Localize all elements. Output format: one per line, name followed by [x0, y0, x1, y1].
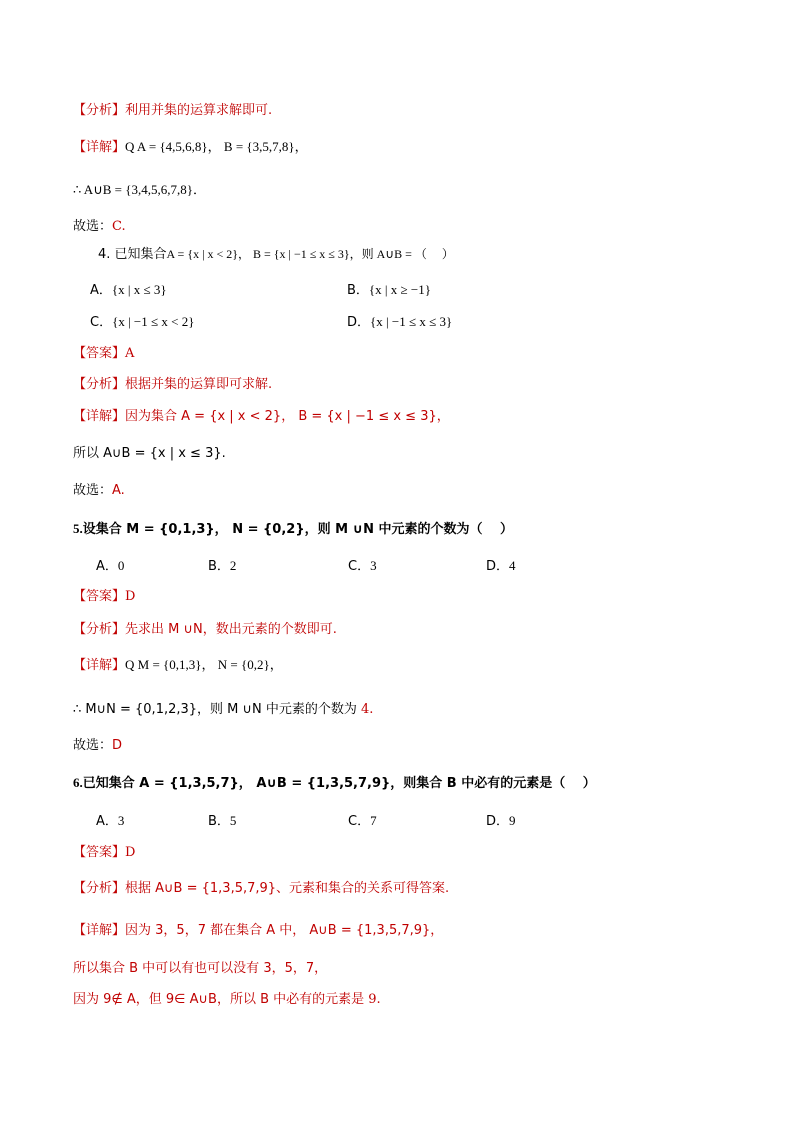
q4-answer-line [73, 344, 134, 364]
answer-tag: 【答案】 [73, 346, 126, 361]
q4-detail-line [73, 407, 450, 427]
detail-tag: 【详解】 [73, 923, 126, 938]
q3-detail-line [73, 137, 308, 158]
option-text: {x | x ≥ −1} [368, 282, 431, 297]
detail-tag: 【详解】 [73, 140, 126, 155]
q6-option-a[interactable] [96, 811, 124, 832]
q5-choice-text: 故选：D [73, 738, 123, 753]
option-text: 0 [117, 558, 125, 573]
q5-answer-line [73, 587, 135, 607]
option-label: B． [347, 283, 369, 298]
q5-stem-text: 设集合 M = {0,1,3}， N = {0,2}，则 M ∪N 中元素的个数为（ ） [82, 522, 514, 537]
q6-line2 [73, 959, 327, 979]
q3-analysis-text: 利用并集的运算求解即可. [125, 103, 273, 118]
q4-detail-text: 因为集合 A = {x | x < 2}， B = {x | −1 ≤ x ≤ 3}， [125, 409, 450, 424]
q6-analysis-line [73, 879, 449, 899]
q4-stem-prefix: 4. 已知集合 [98, 247, 167, 262]
q4-option-d[interactable] [347, 312, 452, 333]
option-text: 3 [370, 558, 377, 573]
q5-therefore-text: ∴ M∪N = {0,1,2,3}，则 M ∪N 中元素的个数为 [73, 702, 362, 717]
q5-analysis-text: 先求出 M ∪N，数出元素的个数即可. [125, 622, 337, 637]
q3-therefore-line [73, 180, 206, 201]
q4-option-b[interactable] [347, 280, 431, 301]
option-label: D． [486, 814, 510, 829]
q5-option-d[interactable] [486, 556, 516, 577]
q4-analysis-text: 根据并集的运算即可求解. [125, 377, 273, 392]
q6-line2-text: 所以集合 B 中可以有也可以没有 3，5，7， [73, 961, 328, 976]
option-label: A． [96, 814, 118, 829]
option-label: D． [486, 559, 510, 574]
q6-option-b[interactable] [208, 811, 236, 832]
q6-stem-text: 已知集合 A = {1,3,5,7}， A∪B = {1,3,5,7,9}，则集合 B 中必有的元素是（ ） [82, 776, 596, 791]
q5-therefore-value: 4. [361, 702, 374, 717]
analysis-tag: 【分析】 [73, 881, 126, 896]
q4-analysis-line [73, 375, 272, 395]
detail-tag: 【详解】 [73, 409, 126, 424]
q4-stem [98, 244, 454, 265]
q3-detail-math: Q A = {4,5,6,8}， B = {3,5,7,8}， [125, 139, 308, 154]
option-text: 3 [117, 813, 125, 828]
q4-option-a[interactable] [90, 280, 167, 301]
q3-therefore-math: ∴ A∪B = {3,4,5,6,7,8}． [73, 182, 206, 197]
option-label: C． [348, 814, 371, 829]
option-text: 4 [509, 558, 516, 573]
q4-choice-text: 故选：A. [73, 483, 125, 498]
analysis-tag: 【分析】 [73, 377, 126, 392]
analysis-tag: 【分析】 [73, 103, 126, 118]
option-text: {x | −1 ≤ x ≤ 3} [370, 314, 453, 329]
q3-choice-line [73, 217, 126, 237]
q5-answer-value: D [125, 589, 136, 604]
q6-line3 [73, 990, 381, 1010]
q3-analysis-line [73, 101, 272, 121]
option-label: A． [96, 559, 118, 574]
q5-option-b[interactable] [208, 556, 236, 577]
q5-detail-line [73, 655, 283, 676]
option-label: C． [348, 559, 371, 574]
option-label: B． [208, 814, 230, 829]
answer-tag: 【答案】 [73, 845, 126, 860]
q6-answer-line [73, 843, 135, 863]
answer-tag: 【答案】 [73, 589, 126, 604]
q3-choice-label: 故选： [73, 219, 113, 234]
q6-number: 6. [73, 775, 83, 790]
analysis-tag: 【分析】 [73, 622, 126, 637]
q6-detail-text: 因为 3，5，7 都在集合 A 中， A∪B = {1,3,5,7,9}， [125, 923, 444, 938]
q5-choice-line [73, 736, 122, 756]
q4-stem-math: A = {x | x < 2}， B = {x | −1 ≤ x ≤ 3}，则 A∪B = （ ） [166, 247, 454, 261]
option-text: 2 [229, 558, 237, 573]
q4-option-c[interactable] [90, 312, 194, 333]
option-label: D． [347, 315, 371, 330]
q4-answer-value: A [125, 346, 135, 361]
q5-option-c[interactable] [348, 556, 377, 577]
option-label: C． [90, 315, 113, 330]
option-text: {x | x ≤ 3} [111, 282, 167, 297]
option-text: 7 [370, 813, 377, 828]
q4-result-text: 所以 A∪B = {x | x ≤ 3}. [73, 446, 226, 461]
q6-answer-value: D [125, 845, 136, 860]
q6-stem [73, 773, 596, 794]
q5-number: 5. [73, 521, 83, 536]
option-text: 5 [229, 813, 237, 828]
q6-option-c[interactable] [348, 811, 377, 832]
q5-analysis-line [73, 620, 337, 640]
q6-analysis-text: 根据 A∪B = {1,3,5,7,9}、元素和集合的关系可得答案. [125, 881, 450, 896]
q6-line3-value: 9. [368, 992, 381, 1007]
q5-detail-text: Q M = {0,1,3}， N = {0,2}， [125, 657, 283, 672]
detail-tag: 【详解】 [73, 658, 126, 673]
q4-choice-line [73, 481, 125, 501]
q5-stem [73, 519, 513, 540]
option-text: {x | −1 ≤ x < 2} [112, 314, 195, 329]
q5-therefore-line [73, 700, 373, 720]
q6-option-d[interactable] [486, 811, 516, 832]
q6-line3-text: 因为 9∉ A，但 9∈ A∪B，所以 B 中必有的元素是 [73, 992, 369, 1007]
q6-detail-line [73, 921, 443, 941]
q3-choice-value: C. [112, 219, 126, 234]
q5-option-a[interactable] [96, 556, 124, 577]
q4-result-line [73, 444, 226, 464]
option-label: A． [90, 283, 112, 298]
option-label: B． [208, 559, 230, 574]
option-text: 9 [509, 813, 516, 828]
